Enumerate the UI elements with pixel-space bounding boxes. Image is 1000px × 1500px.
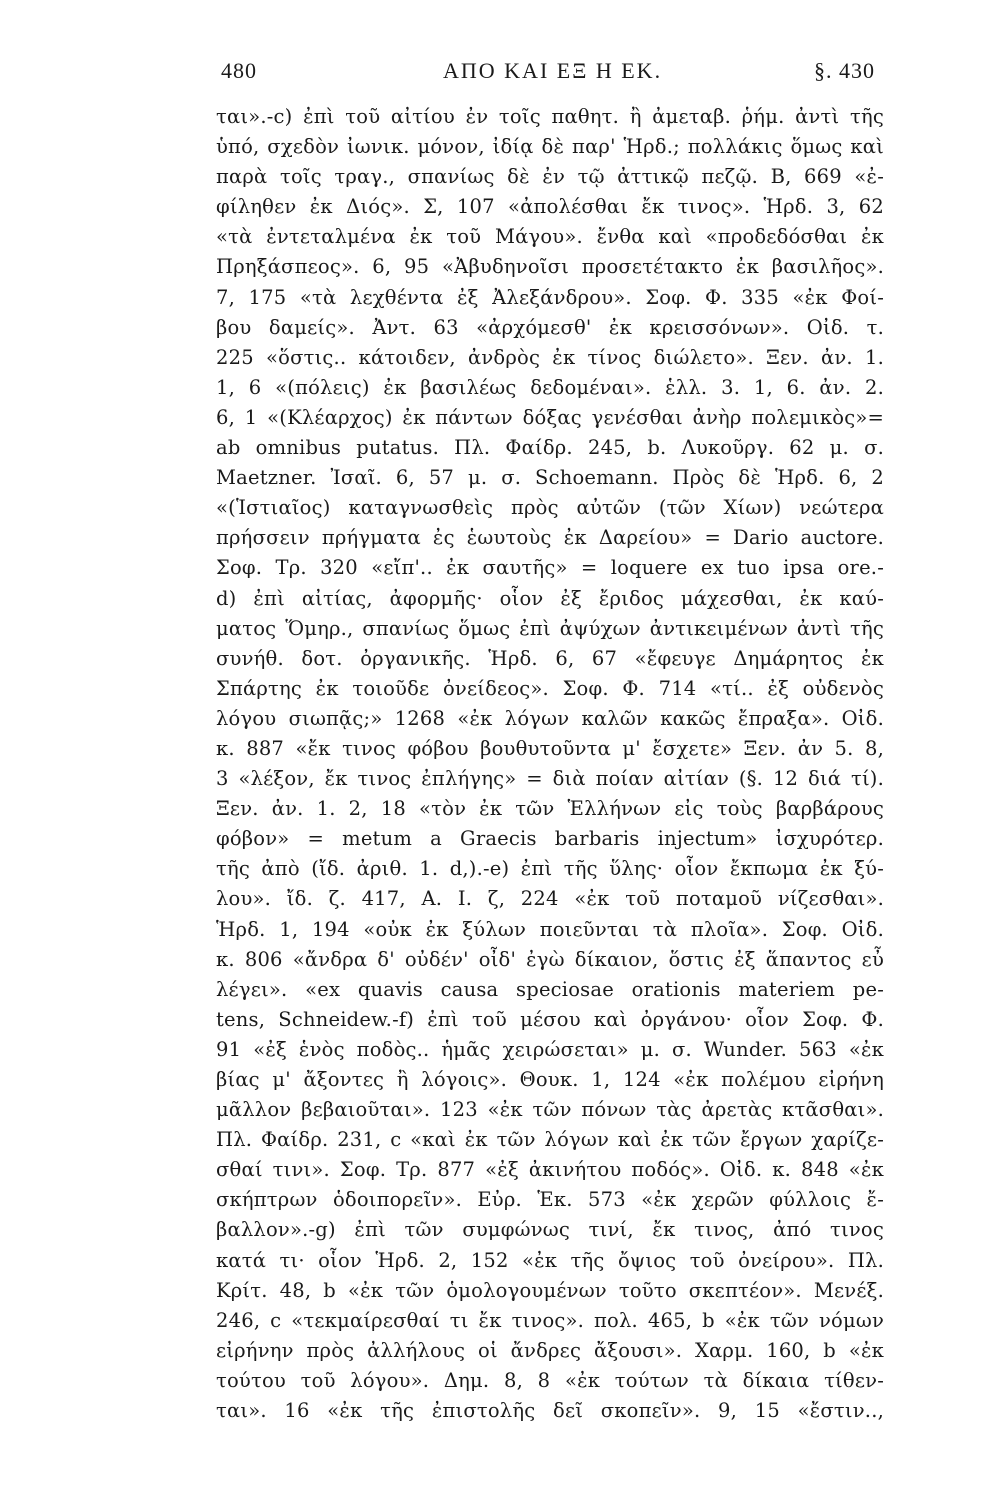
text-line: εἰρήνην πρὸς ἀλλήλους οἱ ἄνδρες ἄξουσι». Χαρμ. 160, b «ἐκ xyxy=(216,1338,884,1362)
running-title: ΑΠΟ ΚΑΙ ΕΞ Η ΕΚ. xyxy=(443,58,663,83)
text-line: σκήπτρων ὁδοιπορεῖν». Εὐρ. Ἑκ. 573 «ἐκ χερῶν φύλλοις ἔ- xyxy=(216,1188,884,1212)
text-line: ται».-c) ἐπὶ τοῦ αἰτίου ἐν τοῖς παθητ. ἢ ἀμεταβ. ῥήμ. ἀντὶ τῆς xyxy=(216,105,884,128)
text-line: ab omnibus putatus. Πλ. Φαίδρ. 245, b. Λυκοῦργ. 62 μ. σ. xyxy=(216,436,884,460)
text-line: κ. 887 «ἔκ τινος φόβου βουθυτοῦντα μ' ἔσχετε» Ξεν. ἀν 5. 8, xyxy=(216,736,884,760)
text-line: μᾶλλον βεβαιοῦται». 123 «ἐκ τῶν πόνων τὰς ἀρετὰς κτᾶσθαι». xyxy=(216,1098,884,1122)
text-line: σθαί τινι». Σοφ. Τρ. 877 «ἐξ ἀκινήτου ποδός». Οἰδ. κ. 848 «ἐκ xyxy=(216,1158,884,1182)
text-line: κ. 806 «ἄνδρα δ' οὐδέν' οἶδ' ἐγὼ δίκαιον, ὅστις ἐξ ἅπαντος εὖ xyxy=(216,947,884,971)
section-reference: §. 430 xyxy=(814,58,875,83)
text-line: 6, 1 «(Κλέαρχος) ἐκ πάντων δόξας γενέσθαι ἀνὴρ πολεμικὸς»= xyxy=(216,405,884,429)
text-line: Κρίτ. 48, b «ἐκ τῶν ὁμολογουμένων τοῦτο σκεπτέον». Μενέξ. xyxy=(216,1278,884,1302)
text-line: 7, 175 «τὰ λεχθέντα ἐξ Ἀλεξάνδρου». Σοφ. Φ. 335 «ἐκ Φοί- xyxy=(216,285,884,309)
text-line: ματος Ὅμηρ., σπανίως ὅμως ἐπὶ ἀψύχων ἀντικειμένων ἀντὶ τῆς xyxy=(216,616,884,640)
running-head xyxy=(205,58,885,98)
text-line: «τὰ ἐντεταλμένα ἐκ τοῦ Μάγου». ἔνθα καὶ «προδεδόσθαι ἐκ xyxy=(216,225,884,249)
text-line: Πλ. Φαίδρ. 231, c «καὶ ἐκ τῶν λόγων καὶ ἐκ τῶν ἔργων χαρίζε- xyxy=(216,1128,884,1152)
text-line: λόγου σιωπᾷς;» 1268 «ἐκ λόγων καλῶν κακῶς ἔπραξα». Οἰδ. xyxy=(216,706,884,730)
text-line: Ἡρδ. 1, 194 «οὐκ ἐκ ξύλων ποιεῦνται τὰ πλοῖα». Σοφ. Οἰδ. xyxy=(216,917,884,941)
text-line: λου». ἴδ. ζ. 417, Α. Ι. ζ, 224 «ἐκ τοῦ ποταμοῦ νίζεσθαι». xyxy=(216,887,884,911)
text-line: τῆς ἀπὸ (ἴδ. ἀριθ. 1. d,).-e) ἐπὶ τῆς ὕλης· οἷον ἔκπωμα ἐκ ξύ- xyxy=(216,857,884,881)
text-line: παρὰ τοῖς τραγ., σπανίως δὲ ἐν τῷ ἀττικῷ πεζῷ. Β, 669 «ἐ- xyxy=(216,165,884,189)
text-line: «(Ἱστιαῖος) καταγνωσθεὶς πρὸς αὐτῶν (τῶν Χίων) νεώτερα xyxy=(216,496,884,520)
text-line: 3 «λέξον, ἔκ τινος ἐπλήγης» = διὰ ποίαν αἰτίαν (§. 12 διά τί). xyxy=(216,767,884,791)
entry-body xyxy=(216,102,884,1426)
text-line: φίληθεν ἐκ Διός». Σ, 107 «ἀπολέσθαι ἔκ τινος». Ἡρδ. 3, 62 xyxy=(216,195,884,219)
text-line: ὑπό, σχεδὸν ἰωνικ. μόνον, ἰδίᾳ δὲ παρ' Ἡρδ.; πολλάκις ὅμως καὶ xyxy=(216,135,884,159)
text-line: λέγει». «ex quavis causa speciosae orationis materiem pe- xyxy=(216,977,884,1001)
text-line: πρήσσειν πρήγματα ἐς ἑωυτοὺς ἐκ Δαρείου» = Dario auctore. xyxy=(216,526,884,550)
text-line: βίας μ' ἄξοντες ἢ λόγοις». Θουκ. 1, 124 «ἐκ πολέμου εἰρήνη xyxy=(216,1068,884,1091)
text-line: Πρηξάσπεος». 6, 95 «Ἀβυδηνοῖσι προσετέτακτο ἐκ βασιλῆος». xyxy=(216,255,884,279)
text-line: φόβον» = metum a Graecis barbaris injectum» ἰσχυρότερ. xyxy=(216,827,884,851)
text-line: βαλλον».-g) ἐπὶ τῶν συμφώνως τινί, ἔκ τινος, ἀπό τινος xyxy=(216,1218,884,1242)
text-line: Σπάρτης ἐκ τοιοῦδε ὀνείδεος». Σοφ. Φ. 714 «τί.. ἐξ οὐδενὸς xyxy=(216,676,884,700)
text-line: τούτου τοῦ λόγου». Δημ. 8, 8 «ἐκ τούτων τὰ δίκαια τίθεν- xyxy=(216,1368,884,1392)
text-line: βου δαμείς». Ἀντ. 63 «ἀρχόμεσθ' ἐκ κρεισσόνων». Οἰδ. τ. xyxy=(216,315,884,339)
text-line: Ξεν. ἀν. 1. 2, 18 «τὸν ἐκ τῶν Ἑλλήνων εἰς τοὺς βαρβάρους xyxy=(216,797,884,821)
text-line: d) ἐπὶ αἰτίας, ἀφορμῆς· οἷον ἐξ ἔριδος μάχεσθαι, ἐκ καύ- xyxy=(216,586,884,610)
text-line: tens, Schneidew.-f) ἐπὶ τοῦ μέσου καὶ ὀργάνου· οἷον Σοφ. Φ. xyxy=(216,1007,884,1031)
text-line: Maetzner. Ἰσαῖ. 6, 57 μ. σ. Schoemann. Πρὸς δὲ Ἡρδ. 6, 2 xyxy=(216,466,884,490)
text-line: 1, 6 «(πόλεις) ἐκ βασιλέως δεδομέναι». ἑλλ. 3. 1, 6. ἀν. 2. xyxy=(216,375,884,399)
page-number: 480 xyxy=(221,58,257,83)
text-line: ται». 16 «ἐκ τῆς ἐπιστολῆς δεῖ σκοπεῖν». 9, 15 «ἔστιν.., xyxy=(216,1399,884,1423)
text-line: συνήθ. δοτ. ὀργανικῆς. Ἡρδ. 6, 67 «ἔφευγε Δημάρητος ἐκ xyxy=(216,646,884,670)
text-line: Σοφ. Τρ. 320 «εἴπ'.. ἐκ σαυτῆς» = loquere ex tuo ipsa ore.- xyxy=(216,556,884,580)
text-line: 225 «ὅστις.. κάτοιδεν, ἀνδρὸς ἐκ τίνος διώλετο». Ξεν. ἀν. 1. xyxy=(216,345,884,369)
text-line: 246, c «τεκμαίρεσθαί τι ἔκ τινος». πολ. 465, b «ἐκ τῶν νόμων xyxy=(216,1308,884,1332)
text-line: 91 «ἐξ ἑνὸς ποδὸς.. ἡμᾶς χειρώσεται» μ. σ. Wunder. 563 «ἐκ xyxy=(216,1037,884,1061)
text-line: κατά τι· οἷον Ἡρδ. 2, 152 «ἐκ τῆς ὄψιος τοῦ ὀνείρου». Πλ. xyxy=(216,1248,884,1272)
